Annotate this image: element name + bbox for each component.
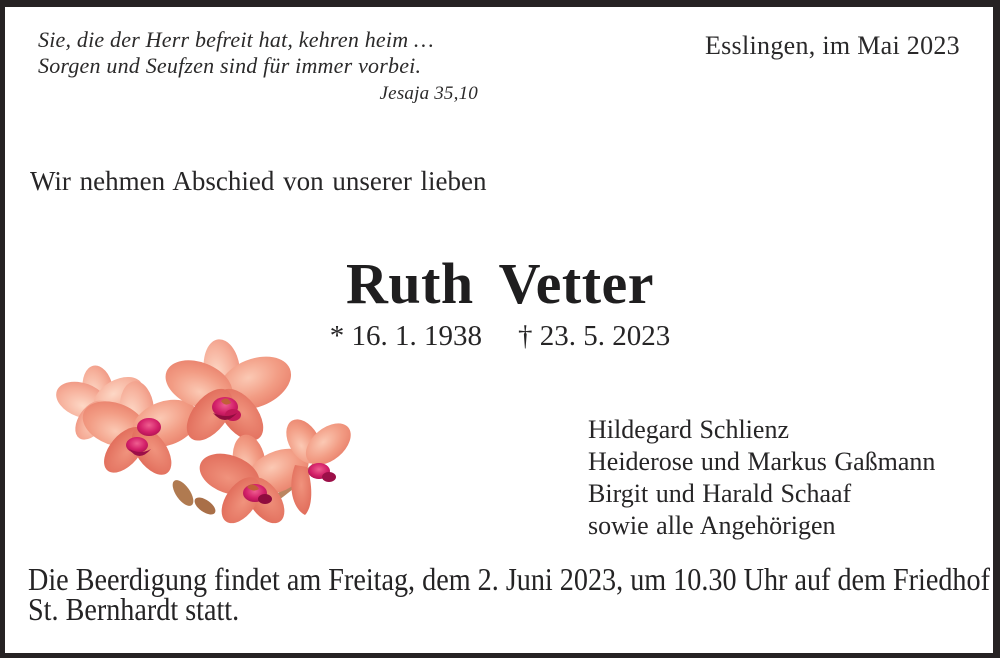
mourner-line: Heiderose und Markus Gaßmann [588,447,936,476]
funeral-announcement [28,561,990,627]
quote-source: Jesaja 35,10 [379,83,478,104]
birth-date: * 16. 1. 1938 [329,320,482,352]
deceased-name: Ruth Vetter [345,251,655,316]
mourner-line: sowie alle Angehörigen [588,511,836,540]
mourner-line: Birgit und Harald Schaaf [588,479,852,508]
death-date: † 23. 5. 2023 [518,320,671,352]
intro-line: Wir nehmen Abschied von unserer lieben [30,166,487,196]
funeral-line-2: St. Bernhardt statt. [28,591,240,627]
frame-border-bottom [0,653,1000,658]
mourner-line: Hildegard Schlienz [588,415,789,444]
orchid-flowers-image [55,331,375,543]
frame-border-top [0,0,1000,7]
place-dateline: Esslingen, im Mai 2023 [704,31,960,60]
quote-line-2: Sorgen und Seufzen sind für immer vorbei. [38,53,422,78]
funeral-line-1: Die Beerdigung findet am Freitag, dem 2. Juni 2023, um 10.30 Uhr auf dem Friedhof [28,561,990,597]
mourners-list [588,414,935,542]
scripture-quote [38,27,478,107]
quote-line-1: Sie, die der Herr befreit hat, kehren heim … [38,27,434,52]
